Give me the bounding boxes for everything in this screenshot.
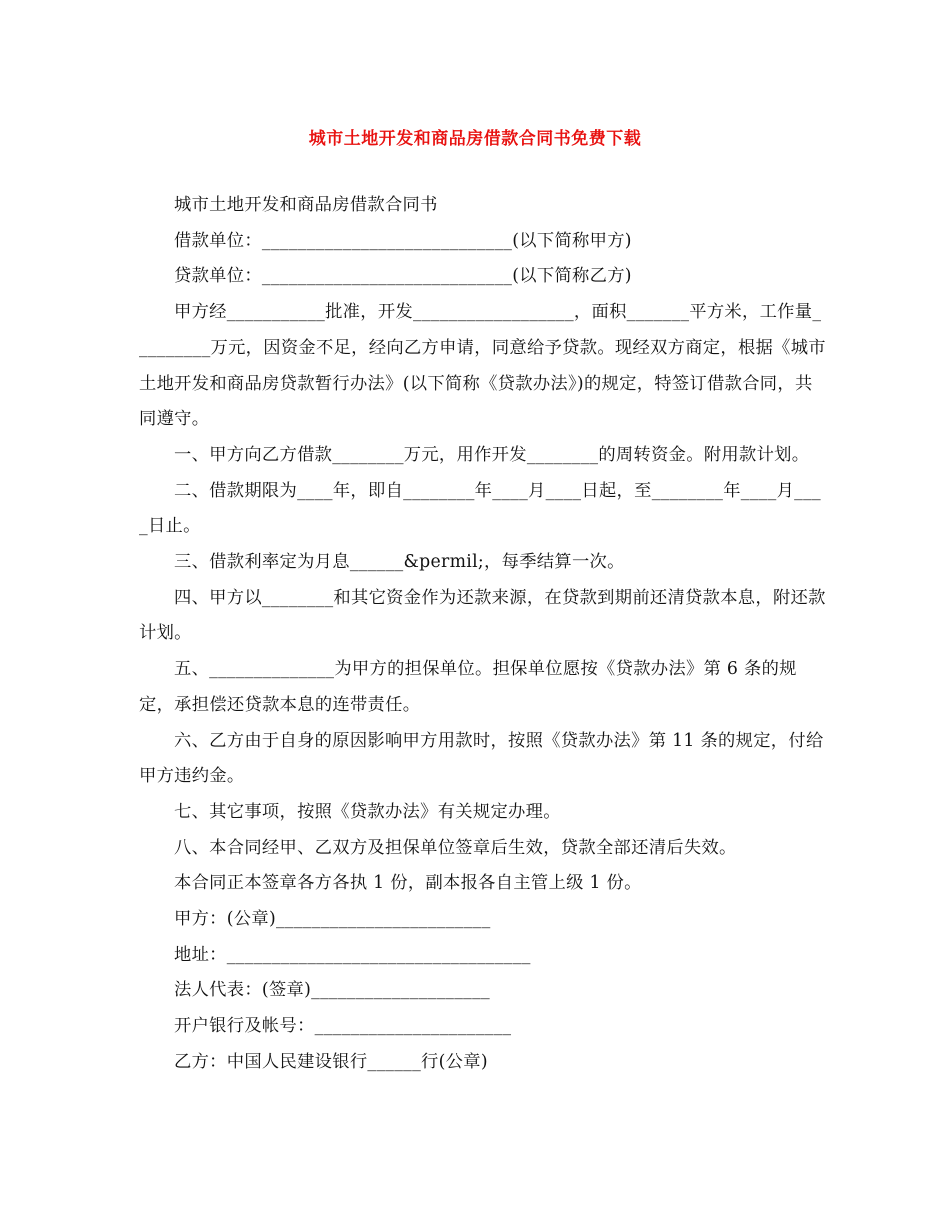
preamble-paragraph: 甲方经___________批准，开发__________________，面积_______平方米，工作量_________万元，因资金不足，经向乙方申请，同意给予贷款。现经双方商定，根据《城市土地开发和商品房贷款暂行办法》(以下简称《贷款办法》)的规定，特签订借款合同，共同遵守。 — [139, 302, 826, 430]
legal-rep-line: 法人代表：(签章)____________________ — [174, 980, 490, 1001]
contract-body — [139, 188, 829, 1081]
contract-heading: 城市土地开发和商品房借款合同书 — [174, 195, 438, 215]
party-a-seal-line: 甲方：(公章)________________________ — [174, 909, 491, 930]
clause-4: 四、甲方以________和其它资金作为还款来源，在贷款到期前还清贷款本息，附还款计划。 — [139, 587, 826, 644]
address-line: 地址：__________________________________ — [174, 944, 531, 965]
lender-line: 贷款单位：____________________________(以下简称乙方) — [174, 266, 632, 287]
document-title: 城市土地开发和商品房借款合同书免费下载 — [308, 129, 642, 149]
clause-6: 六、乙方由于自身的原因影响甲方用款时，按照《贷款办法》第 11 条的规定，付给甲方违约金。 — [139, 730, 824, 787]
bank-account-line: 开户银行及帐号：______________________ — [174, 1016, 512, 1037]
copies-note: 本合同正本签章各方各执 1 份，副本报各自主管上级 1 份。 — [174, 873, 642, 894]
party-b-line: 乙方：中国人民建设银行______行(公章) — [174, 1051, 488, 1072]
clause-1: 一、甲方向乙方借款________万元，用作开发________的周转资金。附用款计划。 — [174, 444, 810, 465]
clause-3: 三、借款利率定为月息______&permil;，每季结算一次。 — [174, 552, 625, 573]
clause-5: 五、______________为甲方的担保单位。担保单位愿按《贷款办法》第 6 条的规定，承担偿还贷款本息的连带责任。 — [139, 659, 797, 715]
clause-2: 二、借款期限为____年，即自________年____月____日起，至________年____月____日止。 — [139, 480, 821, 537]
clause-8: 八、本合同经甲、乙双方及担保单位签章后生效，贷款全部还清后失效。 — [174, 837, 737, 858]
clause-7: 七、其它事项，按照《贷款办法》有关规定办理。 — [174, 801, 561, 822]
borrower-line: 借款单位：____________________________(以下简称甲方) — [174, 230, 632, 251]
